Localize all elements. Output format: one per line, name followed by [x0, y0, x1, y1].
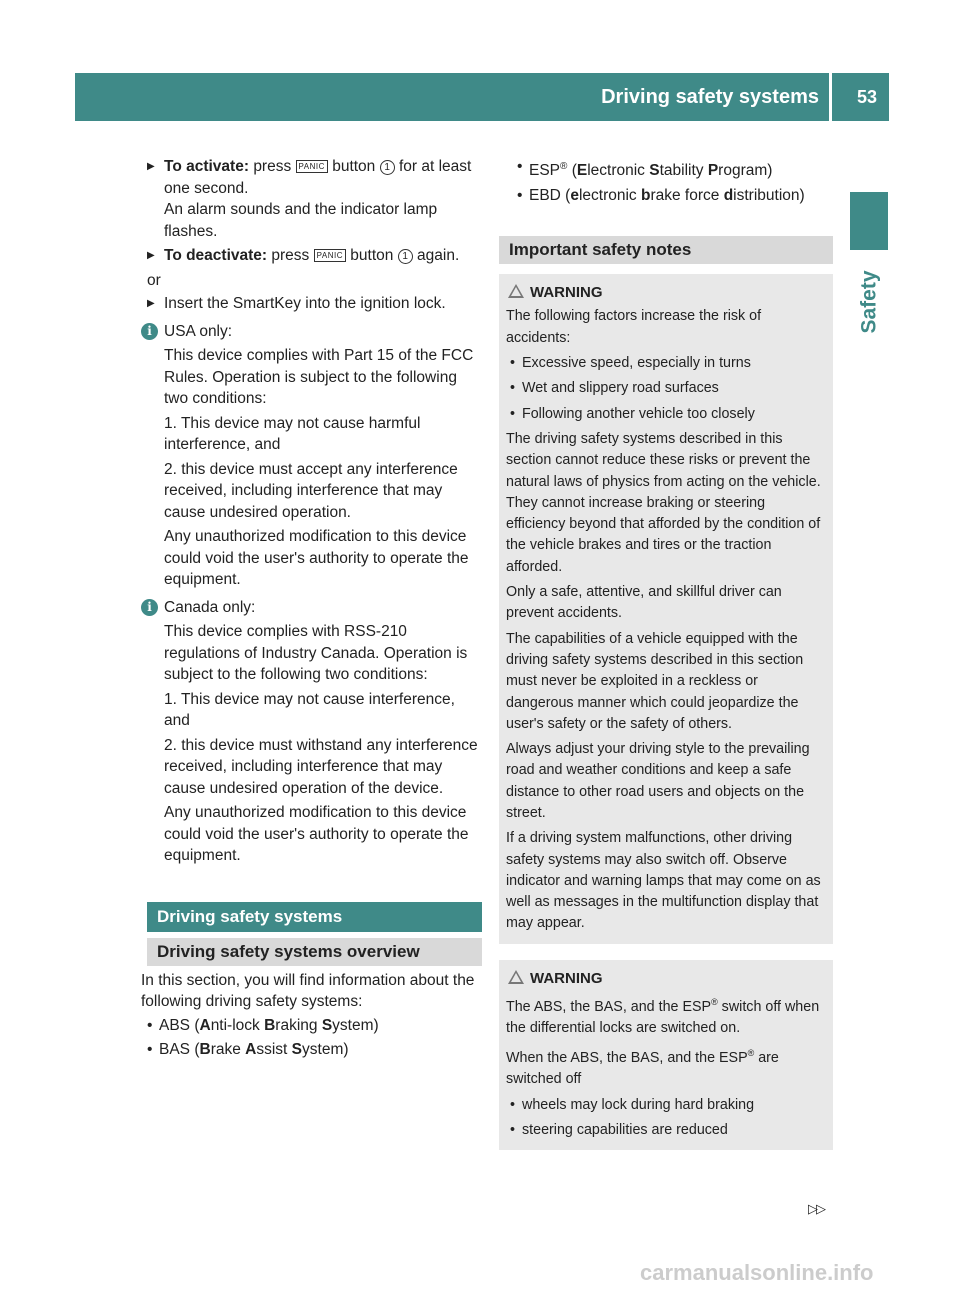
list-item: • steering capabilities are reduced: [510, 1120, 826, 1141]
warning-box: WARNING The ABS, the BAS, and the ESP® switch off when the differential locks are switched on. When the ABS, the BAS, and the ESP® are switched off • wheels may lock during hard braking • steering capabilities are reduced: [499, 960, 833, 1151]
list-item: • ESP® (Electronic Stability Program): [517, 156, 833, 182]
insert-step: ▶ Insert the SmartKey into the ignition lock.: [147, 293, 482, 315]
subsection-heading: Driving safety systems overview: [147, 938, 482, 966]
panic-key-icon: PANIC: [314, 249, 346, 262]
list-item: • ABS (Anti-lock Braking System): [147, 1015, 482, 1037]
deactivate-step: ▶ To deactivate: press PANIC button 1 again.: [147, 245, 482, 267]
canada-info-note: i Canada only: This device complies with RSS-210 regulations of Industry Canada. Operation is subject to the following two conditions: 1. This device may not cause interference, and 2. this device must withstand any interference received, including interference that may cause undesired operation of the device. Any unauthorized modification to this device could void the user's authority to operate the equipment.: [147, 597, 482, 867]
watermark-text: carmanualsonline.info: [640, 1260, 874, 1285]
info-icon: i: [141, 599, 158, 616]
list-item: • Wet and slippery road surfaces: [510, 378, 826, 399]
panic-key-icon: PANIC: [296, 160, 328, 173]
step-arrow-icon: ▶: [147, 250, 155, 261]
list-item: • wheels may lock during hard braking: [510, 1095, 826, 1116]
list-item: • BAS (Brake Assist System): [147, 1039, 482, 1061]
warning-box: WARNING The following factors increase the risk of accidents: • Excessive speed, especially in turns • Wet and slippery road surfaces • Following another vehicle too closely The driving safety systems described in this section cannot reduce these risks or prevent the natural laws of physics from acting on the vehicle. They cannot increase braking or steering efficiency beyond that afforded by the condition of the vehicle brakes and tires or the traction afforded. Only a safe, attentive, and skillful driver can prevent accidents. The capabilities of a vehicle equipped with the driving safety systems described in this section must never be exploited in a reckless or dangerous manner which could jeopardize the user's safety or the safety of others. Always adjust your driving style to the prevailing road and weather conditions and keep a safe distance to other road users and objects on the street. If a driving system malfunctions, other driving safety systems may also switch off. Observe indicator and warning lamps that may come on as well as messages in the multifunction display that may appear.: [499, 274, 833, 944]
header-divider: [829, 73, 832, 121]
section-heading: Driving safety systems: [147, 902, 482, 932]
callout-number: 1: [380, 160, 395, 175]
page-number: 53: [856, 87, 877, 107]
step-arrow-icon: ▶: [147, 298, 155, 309]
usa-info-note: i USA only: This device complies with Part 15 of the FCC Rules. Operation is subject to the following two conditions: 1. This device may not cause harmful interference, and 2. this device must accept any interference received, including interference that may cause undesired operation. Any unauthorized modification to this device could void the user's authority to operate the equipment.: [147, 321, 482, 591]
list-item: • Excessive speed, especially in turns: [510, 353, 826, 374]
list-item: • EBD (electronic brake force distribution): [517, 185, 833, 207]
side-tab-marker: [850, 192, 888, 250]
intro-text: In this section, you will find information about the following driving safety systems:: [141, 971, 475, 1010]
warning-triangle-icon: [508, 970, 524, 984]
activate-step: ▶ To activate: press PANIC button 1 for at least one second. An alarm sounds and the indicator lamp flashes.: [147, 158, 472, 240]
right-column: [490, 156, 833, 1150]
page-header-title: Driving safety systems: [601, 86, 819, 108]
side-chapter-label: Safety: [857, 270, 881, 334]
callout-number: 1: [398, 249, 413, 264]
safety-notes-heading: Important safety notes: [499, 236, 833, 264]
left-column: [141, 156, 482, 1061]
or-text: or: [147, 271, 161, 289]
header-bar: [75, 73, 889, 121]
step-arrow-icon: ▶: [147, 161, 155, 172]
continued-arrows-icon: ▷▷: [808, 1201, 824, 1216]
list-item: • Following another vehicle too closely: [510, 404, 826, 425]
warning-triangle-icon: [508, 284, 524, 298]
info-icon: i: [141, 323, 158, 340]
